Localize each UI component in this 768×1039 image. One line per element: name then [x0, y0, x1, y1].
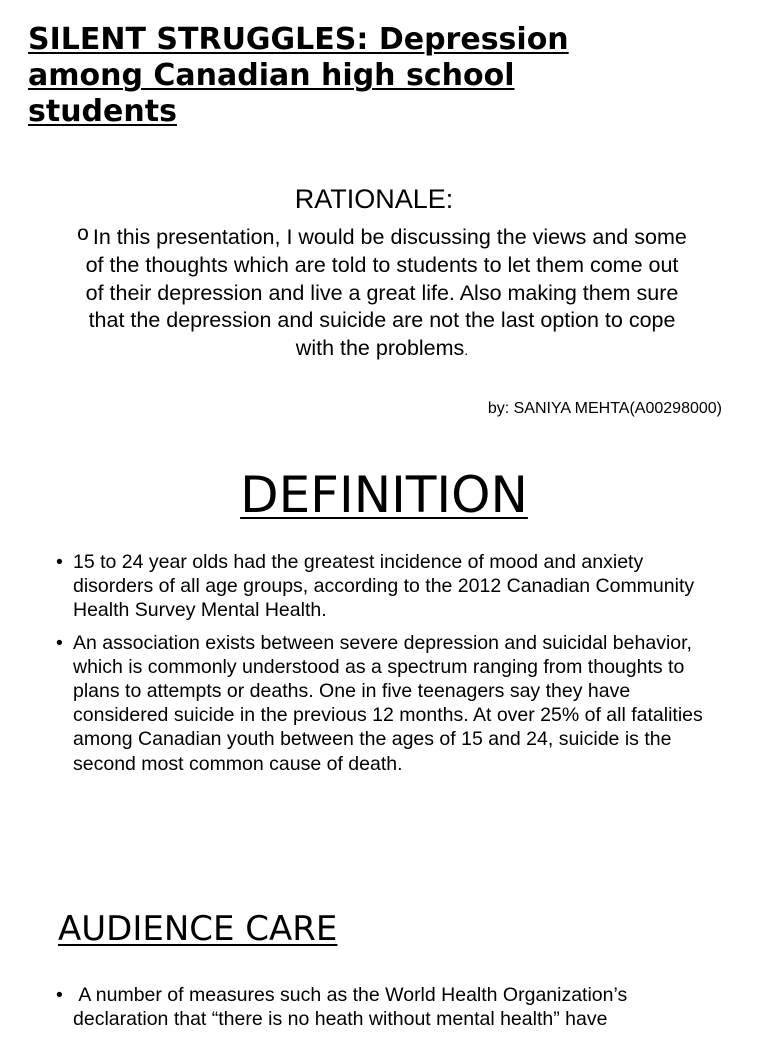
page-title	[28, 22, 728, 130]
rationale-bullet-icon: o	[77, 222, 89, 245]
title-line-3: students	[28, 94, 177, 129]
rationale-trailing-period: .	[464, 342, 469, 359]
definition-item-text: 15 to 24 year olds had the greatest incidence of mood and anxiety disorders of all age groups, according to the 2012 Canadian Community Health Survey Mental Health.	[73, 551, 695, 622]
rationale-line-4: that the depression and suicide are not the last option to cope	[88, 308, 676, 333]
bullet-icon: •	[56, 551, 63, 573]
audience-item-text: A number of measures such as the World Health Organization’s declaration that “there is no heath without mental health” have	[73, 984, 633, 1031]
rationale-paragraph	[44, 224, 720, 365]
rationale-line-3: of their depression and live a great life. Also making them sure	[85, 280, 679, 305]
list-item	[56, 631, 716, 776]
rationale-line-2: of the thoughts which are told to students to let them come out	[85, 252, 679, 277]
audience-care-heading: AUDIENCE CARE	[58, 909, 338, 949]
list-item	[56, 550, 716, 623]
rationale-line-1: In this presentation, I would be discussing the views and some	[92, 225, 687, 249]
author-byline: by: SANIYA MEHTA(A00298000)	[487, 400, 722, 417]
list-item	[56, 983, 716, 1031]
bullet-icon: •	[56, 631, 63, 654]
definition-item-text: An association exists between severe depression and suicidal behavior, which is commonly understood as a spectrum ranging from thoughts to plans to attempts or deaths. One in five teenagers say they have considered suicide in the previous 12 months. At over 25% of all fatalities among Canadian youth between the ages of 15 and 24, suicide is the second most common cause of death.	[73, 631, 703, 775]
definition-list	[56, 550, 716, 784]
title-line-1: SILENT STRUGGLES: Depression	[28, 22, 569, 57]
rationale-heading: RATIONALE:	[294, 184, 454, 214]
audience-care-list	[56, 983, 716, 1039]
bullet-icon: •	[56, 984, 63, 1006]
rationale-line-5: with the problems	[295, 336, 465, 361]
definition-heading: DEFINITION	[240, 466, 528, 524]
title-line-2: among Canadian high school	[28, 58, 515, 93]
